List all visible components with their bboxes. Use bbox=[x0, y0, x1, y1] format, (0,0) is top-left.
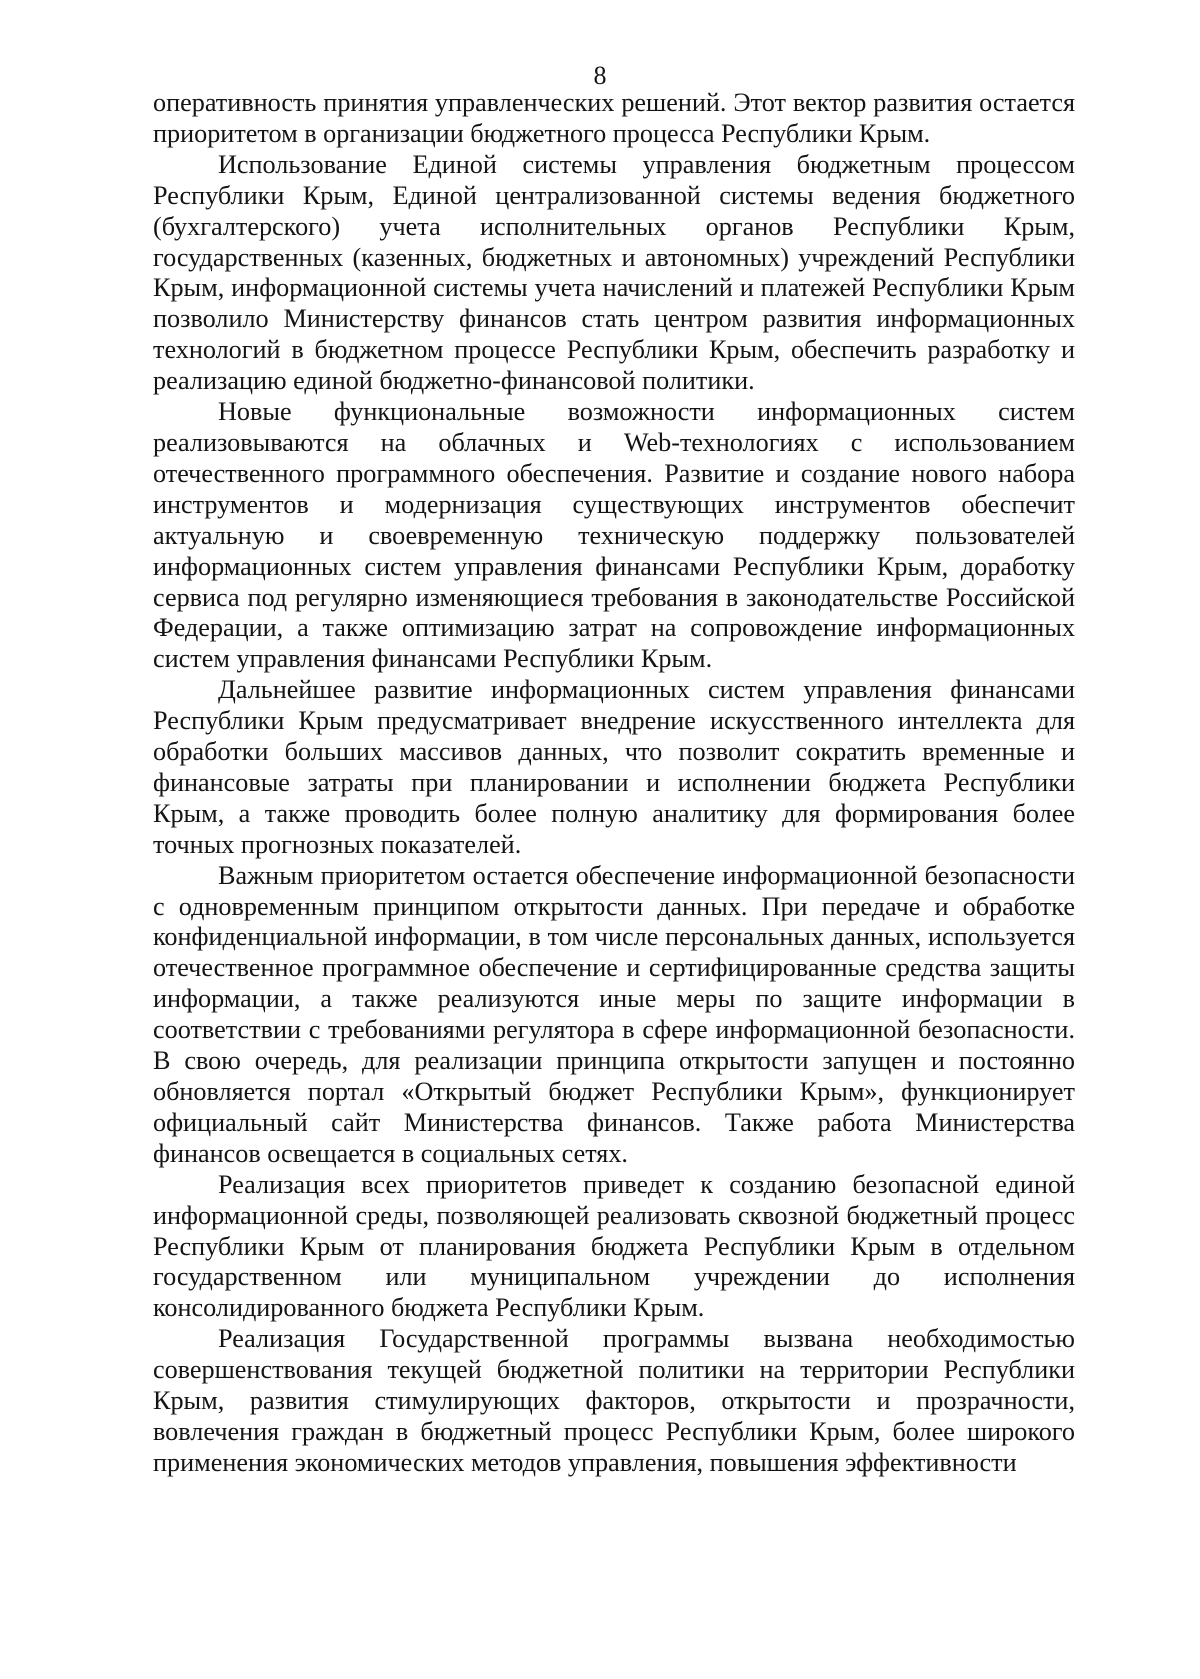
paragraph: Важным приоритетом остается обеспечение информационной безопасности с одновременным принципом открытости данных. При передаче и обработке конфиденциальной информации, в том числе персональных данных, используется отечественное программное обеспечение и сертифицированные средства защиты информации, а также реализуются иные меры по защите информации в соответствии с требованиями регулятора в сфере информационной безопасности. В свою очередь, для реализации принципа открытости запущен и постоянно обновляется портал «Открытый бюджет Республики Крым», функционирует официальный сайт Министерства финансов. Также работа Министерства финансов освещается в социальных сетях. bbox=[153, 860, 1075, 1168]
paragraph: Использование Единой системы управления бюджетным процессом Республики Крым, Единой централизованной системы ведения бюджетного (бухгалтерского) учета исполнительных органов Республики Крым, государственных (казенных, бюджетных и автономных) учреждений Республики Крым, информационной системы учета начислений и платежей Республики Крым позволило Министерству финансов стать центром развития информационных технологий в бюджетном процессе Республики Крым, обеспечить разработку и реализацию единой бюджетно-финансовой политики. bbox=[153, 149, 1075, 396]
paragraph: Реализация всех приоритетов приведет к созданию безопасной единой информационной среды, позволяющей реализовать сквозной бюджетный процесс Республики Крым от планирования бюджета Республики Крым в отдельном государственном или муниципальном учреждении до исполнения консолидированного бюджета Республики Крым. bbox=[153, 1169, 1075, 1323]
paragraph: Новые функциональные возможности информационных систем реализовываются на облачных и Web-технологиях с использованием отечественного программного обеспечения. Развитие и создание нового набора инструментов и модернизация существующих инструментов обеспечит актуальную и своевременную техническую поддержку пользователей информационных систем управления финансами Республики Крым, доработку сервиса под регулярно изменяющиеся требования в законодательстве Российской Федерации, а также оптимизацию затрат на сопровождение информационных систем управления финансами Республики Крым. bbox=[153, 397, 1075, 674]
document-body bbox=[153, 88, 1075, 1479]
paragraph: Реализация Государственной программы вызвана необходимостью совершенствования текущей бюджетной политики на территории Республики Крым, развития стимулирующих факторов, открытости и прозрачности, вовлечения граждан в бюджетный процесс Республики Крым, более широкого применения экономических методов управления, повышения эффективности bbox=[153, 1324, 1075, 1477]
page-number: 8 bbox=[593, 61, 607, 90]
paragraph: Дальнейшее развитие информационных систем управления финансами Республики Крым предусматривает внедрение искусственного интеллекта для обработки больших массивов данных, что позволит сократить временные и финансовые затраты при планировании и исполнении бюджета Республики Крым, а также проводить более полную аналитику для формирования более точных прогнозных показателей. bbox=[153, 675, 1075, 859]
paragraph-continuation: оперативность принятия управленческих решений. Этот вектор развития остается приоритетом в организации бюджетного процесса Республики Крым. bbox=[153, 88, 1075, 148]
